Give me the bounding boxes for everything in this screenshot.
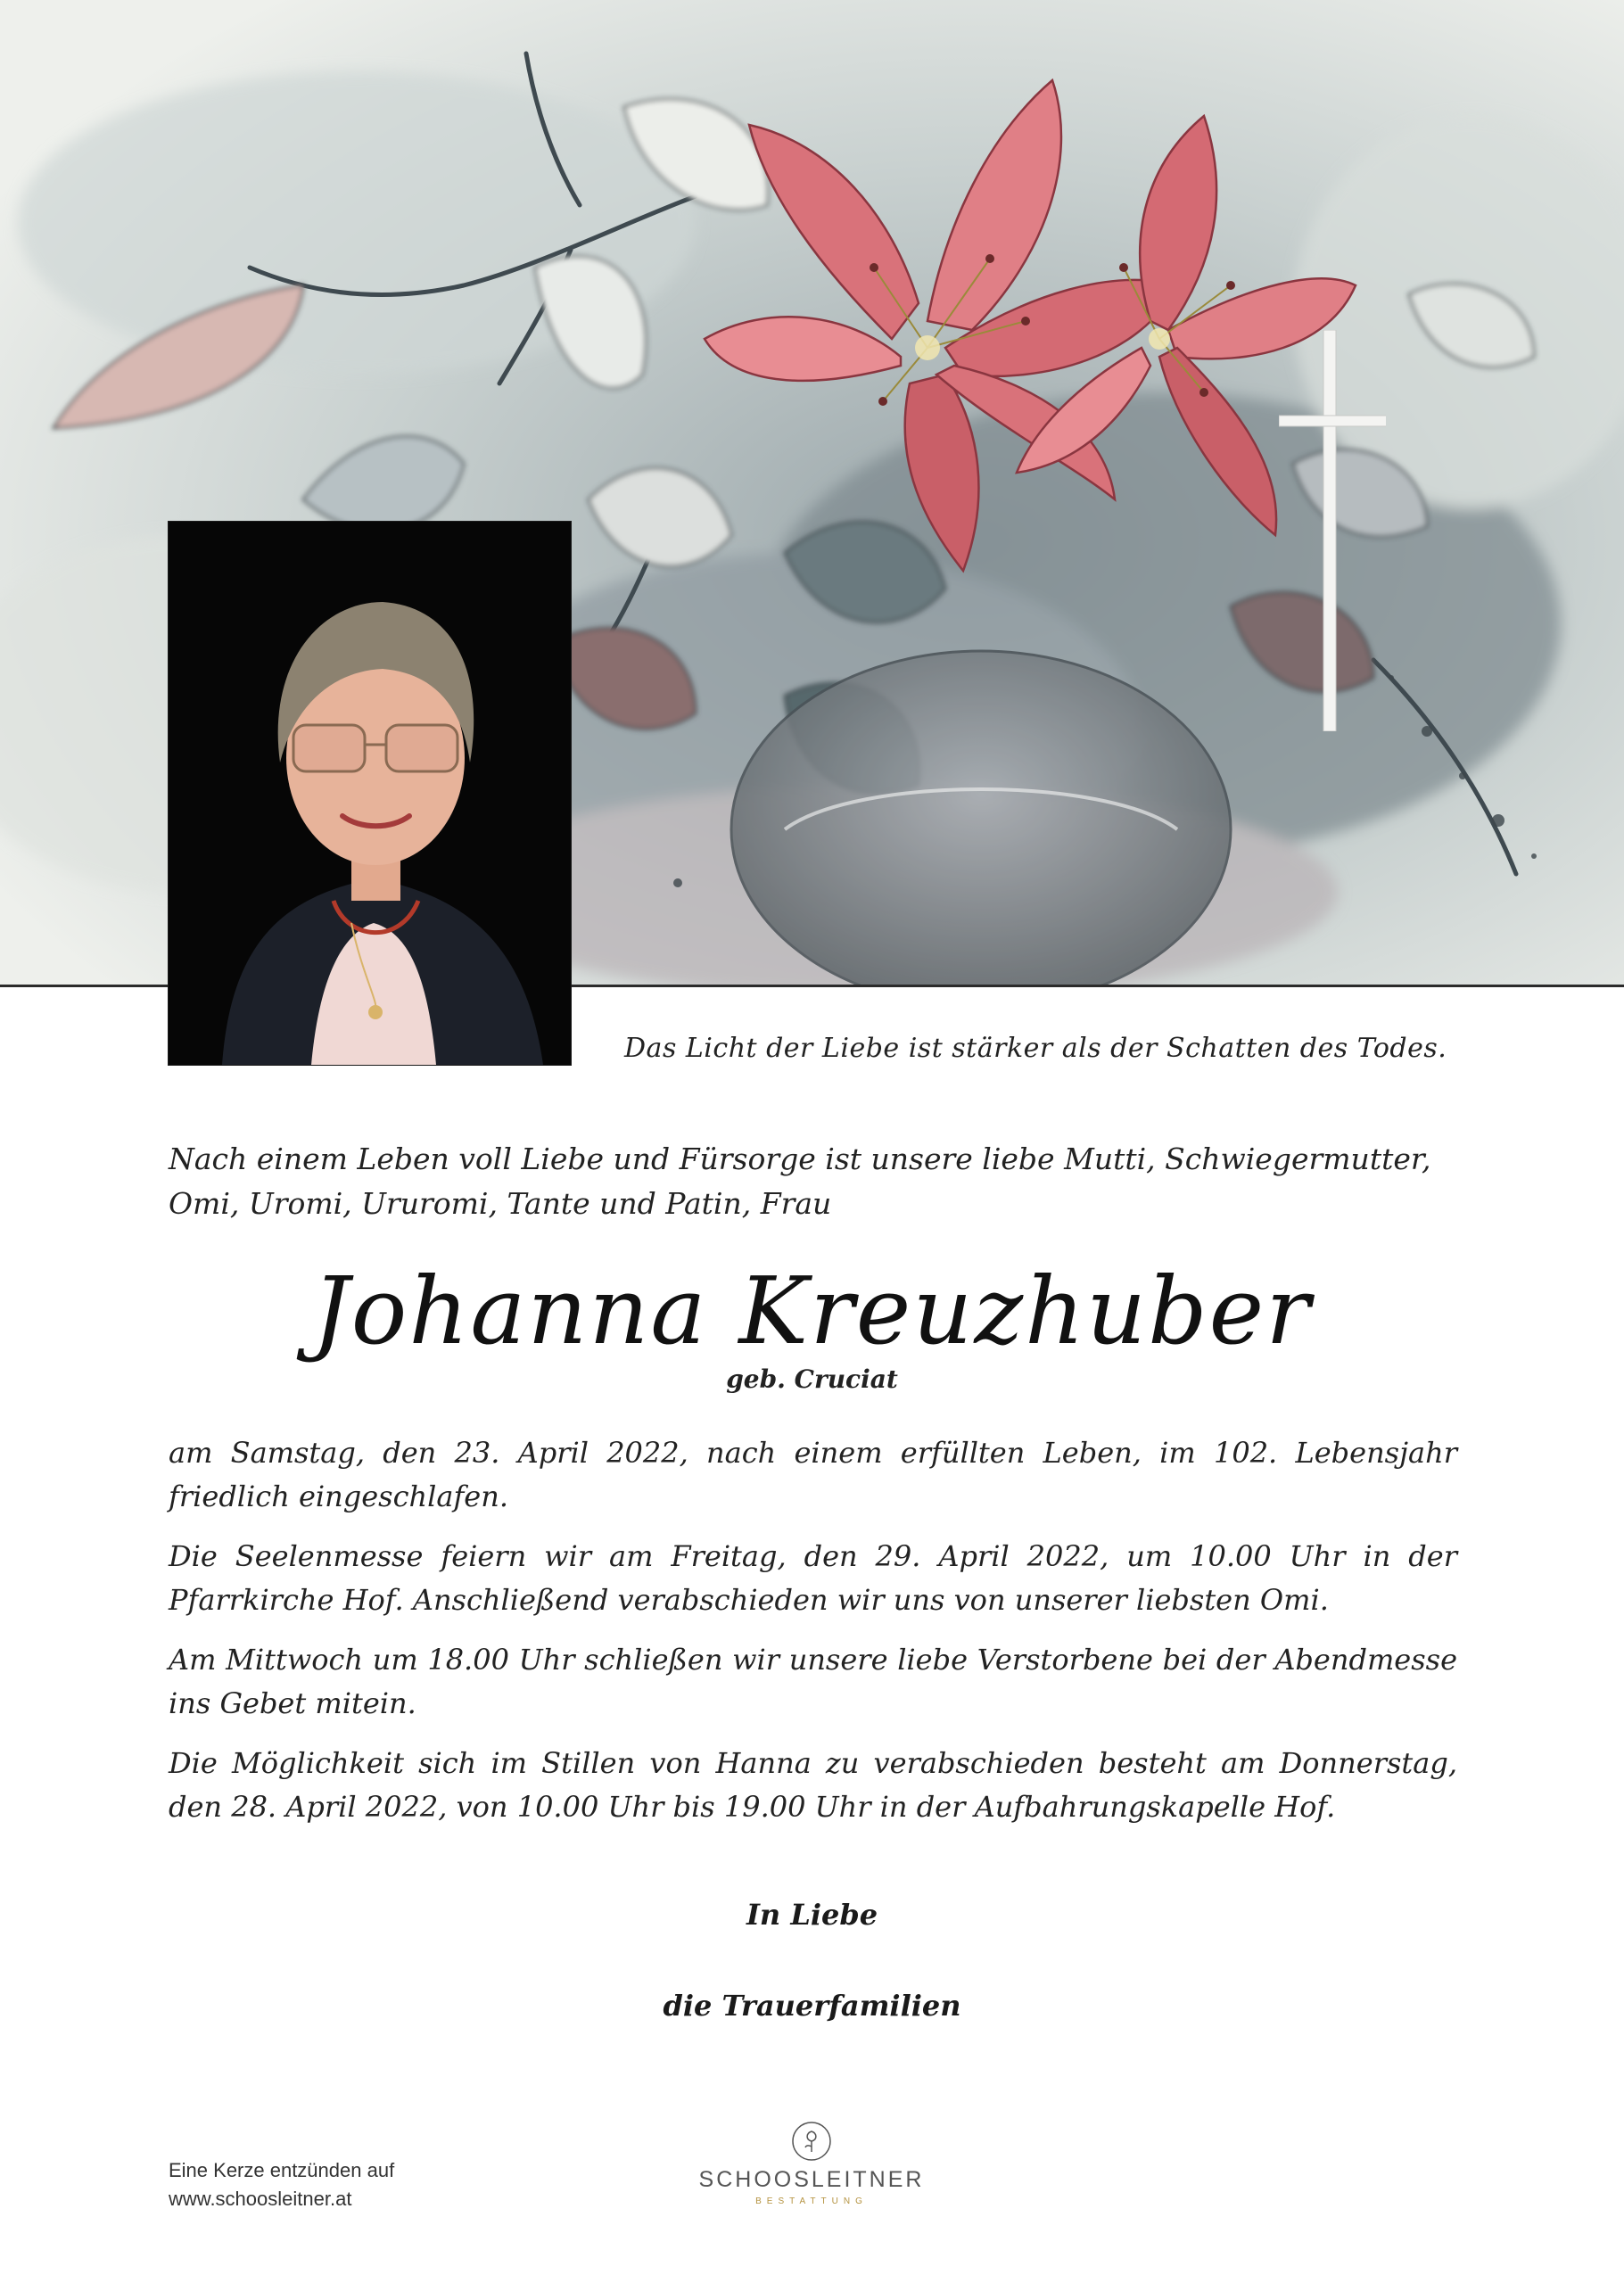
cross-icon: [1279, 330, 1386, 731]
intro-text: Nach einem Leben voll Liebe und Fürsorge ist unsere liebe Mutti, Schwiegermutter, Omi, Uromi, Ururomi, Tante und Patin, Frau: [169, 1142, 1431, 1221]
logo-name: SCHOOSLEITNER: [698, 2167, 925, 2192]
notice-body: [169, 1431, 1457, 1845]
paragraph-evening-mass: Am Mittwoch um 18.00 Uhr schließen wir unsere liebe Verstorbene bei der Abendmesse ins Gebet mitein.: [169, 1643, 1457, 1720]
candle-note-text: Eine Kerze entzünden auf: [169, 2159, 395, 2181]
closing-in-love: In Liebe: [746, 1898, 878, 1932]
paragraph-requiem: Die Seelenmesse feiern wir am Freitag, den 29. April 2022, um 10.00 Uhr in der Pfarrkirche Hof. Anschließend verabschieden wir uns von unserer liebsten Omi.: [169, 1539, 1457, 1617]
portrait-image: [169, 522, 571, 1065]
funeral-home-logo: [678, 2121, 945, 2206]
portrait-photo: [169, 522, 571, 1065]
logo-subtitle: BESTATTUNG: [755, 2196, 868, 2206]
closing-family: die Trauerfamilien: [663, 1989, 961, 2023]
paragraph-farewell: Die Möglichkeit sich im Stillen von Hanna zu verabschieden besteht am Donnerstag, den 28. April 2022, von 10.00 Uhr bis 19.00 Uhr in der Aufbahrungskapelle Hof.: [169, 1746, 1457, 1824]
birth-name: geb. Cruciat: [726, 1364, 898, 1394]
rose-emblem-icon: [791, 2121, 832, 2162]
paragraph-passing: am Samstag, den 23. April 2022, nach einem erfüllten Leben, im 102. Lebensjahr friedlich eingeschlafen.: [169, 1436, 1457, 1513]
candle-website-link[interactable]: www.schoosleitner.at: [169, 2188, 352, 2210]
motto: Das Licht der Liebe ist stärker als der Schatten des Todes.: [624, 1033, 1447, 1064]
deceased-name: Johanna Kreuzhuber: [312, 1257, 1312, 1365]
candle-note: [169, 2156, 394, 2213]
